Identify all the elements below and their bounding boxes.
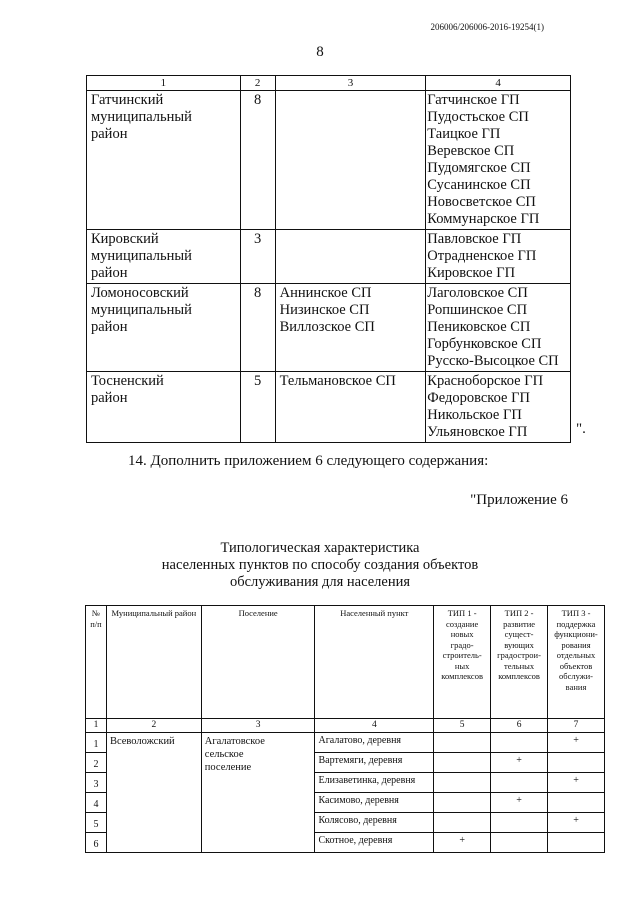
settlement-cell: Агалатовское сельское поселение xyxy=(201,733,315,853)
type2-mark xyxy=(491,813,548,833)
column-number: 7 xyxy=(548,719,605,733)
header-type1: ТИП 1 - создание новых градо- строитель- ных комплексов xyxy=(434,606,491,719)
column-number: 3 xyxy=(201,719,315,733)
header-cell: 1 xyxy=(87,76,241,91)
district-cell: Кировский муниципальный район xyxy=(87,230,241,284)
col3-cell xyxy=(275,230,426,284)
type3-mark: + xyxy=(548,733,605,753)
type1-mark xyxy=(434,733,491,753)
header-locality: Населенный пункт xyxy=(315,606,434,719)
district-cell: Ломоносовский муниципальный район xyxy=(87,284,241,372)
row-number: 6 xyxy=(86,833,107,853)
count-cell: 8 xyxy=(240,284,275,372)
locality-cell: Агалатово, деревня xyxy=(315,733,434,753)
row-number: 2 xyxy=(86,753,107,773)
header-district: Муниципальный район xyxy=(106,606,201,719)
type3-mark xyxy=(548,753,605,773)
header-no: № п/п xyxy=(86,606,107,719)
table-row xyxy=(87,230,571,284)
row-number: 5 xyxy=(86,813,107,833)
appendix-title: Типологическая характеристика населенных пунктов по способу создания объектов обслуживания для населения xyxy=(161,540,479,590)
type3-mark: + xyxy=(548,773,605,793)
locality-cell: Касимово, деревня xyxy=(315,793,434,813)
type3-mark xyxy=(548,833,605,853)
type2-mark xyxy=(491,733,548,753)
paragraph-item-14: 14. Дополнить приложением 6 следующего содержания: xyxy=(128,453,489,469)
table-header-row xyxy=(86,606,605,719)
col3-cell: Аннинское СП Низинское СП Виллозское СП xyxy=(275,284,426,372)
type1-mark xyxy=(434,753,491,773)
col4-cell: Гатчинское ГП Пудостьское СП Таицкое ГП Веревское СП Пудомягское СП Сусанинское СП Новосветское СП Коммунарское ГП xyxy=(426,91,571,230)
table-row xyxy=(87,91,571,230)
district-cell: Тосненский район xyxy=(87,372,241,443)
col4-cell: Павловское ГП Отрадненское ГП Кировское ГП xyxy=(426,230,571,284)
district-cell: Всеволожский xyxy=(106,733,201,853)
header-type3: ТИП 3 - поддержка функциони- рования отдельных объектов обслужи- вания xyxy=(548,606,605,719)
type3-mark: + xyxy=(548,813,605,833)
district-cell: Гатчинский муниципальный район xyxy=(87,91,241,230)
col4-cell: Лаголовское СП Ропшинское СП Пениковское СП Горбунковское СП Русско-Высоцкое СП xyxy=(426,284,571,372)
locality-cell: Вартемяги, деревня xyxy=(315,753,434,773)
column-number: 2 xyxy=(106,719,201,733)
column-number: 5 xyxy=(434,719,491,733)
type1-mark xyxy=(434,813,491,833)
header-type2: ТИП 2 - развитие сущест- вующих градострои- тельных комплексов xyxy=(491,606,548,719)
column-number: 1 xyxy=(86,719,107,733)
table-row xyxy=(86,733,605,753)
header-cell: 3 xyxy=(275,76,426,91)
locality-cell: Колясово, деревня xyxy=(315,813,434,833)
table-row xyxy=(87,372,571,443)
document-id: 206006/206006-2016-19254(1) xyxy=(430,22,544,32)
settlements-table xyxy=(86,75,571,443)
count-cell: 8 xyxy=(240,91,275,230)
header-settlement: Поселение xyxy=(201,606,315,719)
column-number: 4 xyxy=(315,719,434,733)
row-number: 4 xyxy=(86,793,107,813)
type1-mark xyxy=(434,793,491,813)
col4-cell: Красноборское ГП Федоровское ГП Никольское ГП Ульяновское ГП xyxy=(426,372,571,443)
locality-cell: Елизаветинка, деревня xyxy=(315,773,434,793)
table-row xyxy=(87,284,571,372)
closing-quote: ". xyxy=(576,421,586,437)
col3-cell: Тельмановское СП xyxy=(275,372,426,443)
column-number-row xyxy=(86,719,605,733)
header-cell: 2 xyxy=(240,76,275,91)
appendix-label: "Приложение 6 xyxy=(470,492,568,508)
col3-cell xyxy=(275,91,426,230)
type2-mark xyxy=(491,833,548,853)
type1-mark xyxy=(434,773,491,793)
type2-mark: + xyxy=(491,793,548,813)
page-number: 8 xyxy=(316,44,324,60)
column-number: 6 xyxy=(491,719,548,733)
type3-mark xyxy=(548,793,605,813)
locality-cell: Скотное, деревня xyxy=(315,833,434,853)
type2-mark: + xyxy=(491,753,548,773)
count-cell: 5 xyxy=(240,372,275,443)
count-cell: 3 xyxy=(240,230,275,284)
header-cell: 4 xyxy=(426,76,571,91)
typology-table xyxy=(85,605,605,853)
row-number: 1 xyxy=(86,733,107,753)
type1-mark: + xyxy=(434,833,491,853)
row-number: 3 xyxy=(86,773,107,793)
table-header-row xyxy=(87,76,571,91)
type2-mark xyxy=(491,773,548,793)
